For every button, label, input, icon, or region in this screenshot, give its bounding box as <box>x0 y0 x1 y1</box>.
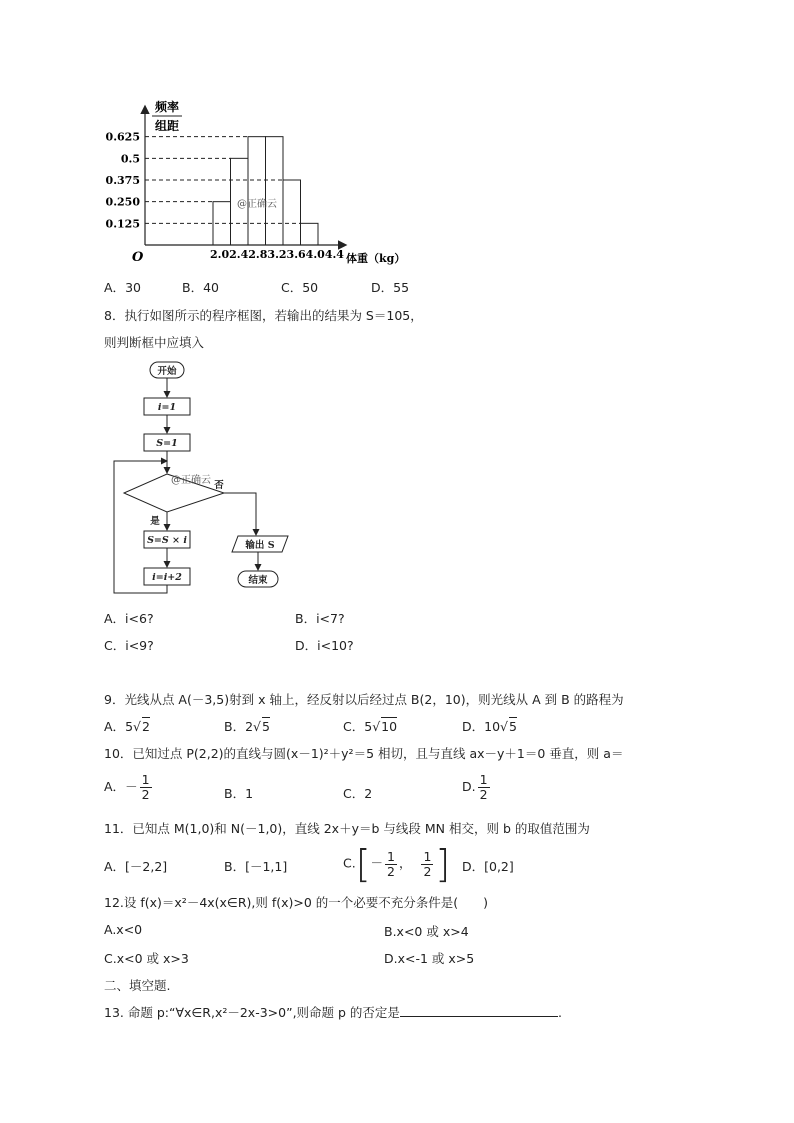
flow-init-i-label: i=1 <box>157 402 177 413</box>
q12-option-b: B.x<0 或 x>4 <box>384 924 469 939</box>
flowchart-svg <box>108 357 308 597</box>
q10-option-b: B．1 <box>224 786 254 801</box>
q8-option-c: C．i<9? <box>104 638 154 653</box>
q13-stem: 13. 命题 p:“∀x∈R,x²－2x-3>0”,则命题 p 的否定是 . <box>104 1005 562 1020</box>
q9-stem: 9．光线从点 A(－3,5)射到 x 轴上，经反射以后经过点 B(2，10)，则光线从 A 到 B 的路程为 <box>104 692 624 707</box>
y-title-den: 组距 <box>155 119 180 133</box>
flow-no-line <box>224 493 256 535</box>
q12-option-a: A.x<0 <box>104 922 143 937</box>
q12-option-c: C.x<0 或 x>3 <box>104 951 189 966</box>
flowchart <box>108 357 308 597</box>
histogram-bar <box>248 137 266 245</box>
flow-start-label: 开始 <box>157 366 177 377</box>
q11-option-a: A．[－2,2] <box>104 859 168 874</box>
q8-option-a: A．i<6? <box>104 611 154 626</box>
flow-watermark: @正确云 <box>171 475 211 486</box>
q10-option-d: D. $\frac{1}{2}$ <box>462 772 488 802</box>
flow-yes-label: 是 <box>150 516 160 527</box>
origin-label: O <box>132 250 144 265</box>
q11-option-d: D．[0,2] <box>462 859 514 874</box>
histogram-figure <box>100 95 400 270</box>
y-title-num: 频率 <box>155 100 180 114</box>
q9-option-d: D．10√5 <box>462 719 517 734</box>
flow-body-label: S=S × i <box>147 535 187 546</box>
y-tick-label: 0.5 <box>120 152 140 166</box>
flow-output-label: 输出 S <box>245 540 275 551</box>
flow-inc-label: i=i+2 <box>152 572 182 583</box>
q8-stem-line1: 8．执行如图所示的程序框图，若输出的结果为 S＝105， <box>104 308 423 323</box>
q11-option-c: C.[－ $\frac{1}{2}$ ， $\frac{1}{2}$ ] <box>343 842 451 886</box>
watermark: @正确云 <box>237 199 277 210</box>
q7-option-c: C．50 <box>281 280 319 295</box>
q8-option-b: B．i<7? <box>295 611 345 626</box>
histogram-bar <box>301 223 319 245</box>
histogram-bar <box>283 180 301 245</box>
y-tick-label: 0.250 <box>105 195 140 209</box>
q9-option-b: B．2√5 <box>224 719 270 734</box>
q10-option-c: C．2 <box>343 786 373 801</box>
flow-no-label: 否 <box>214 480 224 491</box>
q11-option-b: B．[－1,1] <box>224 859 288 874</box>
q8-stem-line2: 则判断框中应填入 <box>104 335 205 350</box>
q7-option-a: A．30 <box>104 280 141 295</box>
section-heading: 二、填空题. <box>104 978 171 993</box>
q9-option-c: C．5√10 <box>343 719 398 734</box>
q12-stem: 12.设 f(x)＝x²－4x(x∈R),则 f(x)>0 的一个必要不充分条件是( ) <box>104 895 489 910</box>
x-axis-label: 体重（kg） <box>346 252 400 265</box>
q10-stem: 10．已知过点 P(2,2)的直线与圆(x－1)²＋y²＝5 相切，且与直线 ax－y＋1＝0 垂直，则 a＝ <box>104 746 624 761</box>
q7-option-b: B．40 <box>182 280 219 295</box>
q12-option-d: D.x<-1 或 x>5 <box>384 951 475 966</box>
x-tick-labels: 2.02.42.83.23.64.04.4 <box>210 248 344 261</box>
q8-option-d: D．i<10? <box>295 638 354 653</box>
q9-option-a: A．5√2 <box>104 719 150 734</box>
q13-answer-blank <box>400 1004 528 1017</box>
y-tick-label: 0.375 <box>105 174 140 187</box>
flow-end-label: 结束 <box>248 575 268 586</box>
flow-init-s-label: S=1 <box>156 438 178 449</box>
y-tick-label: 0.625 <box>105 130 140 144</box>
y-tick-label: 0.125 <box>105 217 140 231</box>
histogram-svg <box>100 95 400 270</box>
histogram-bar <box>266 137 284 245</box>
q11-stem: 11．已知点 M(1,0)和 N(－1,0)，直线 2x＋y＝b 与线段 MN 相交，则 b 的取值范围为 <box>104 821 590 836</box>
q10-option-a: A．－ $\frac{1}{2}$ <box>104 772 150 802</box>
q7-option-d: D．55 <box>371 280 410 295</box>
